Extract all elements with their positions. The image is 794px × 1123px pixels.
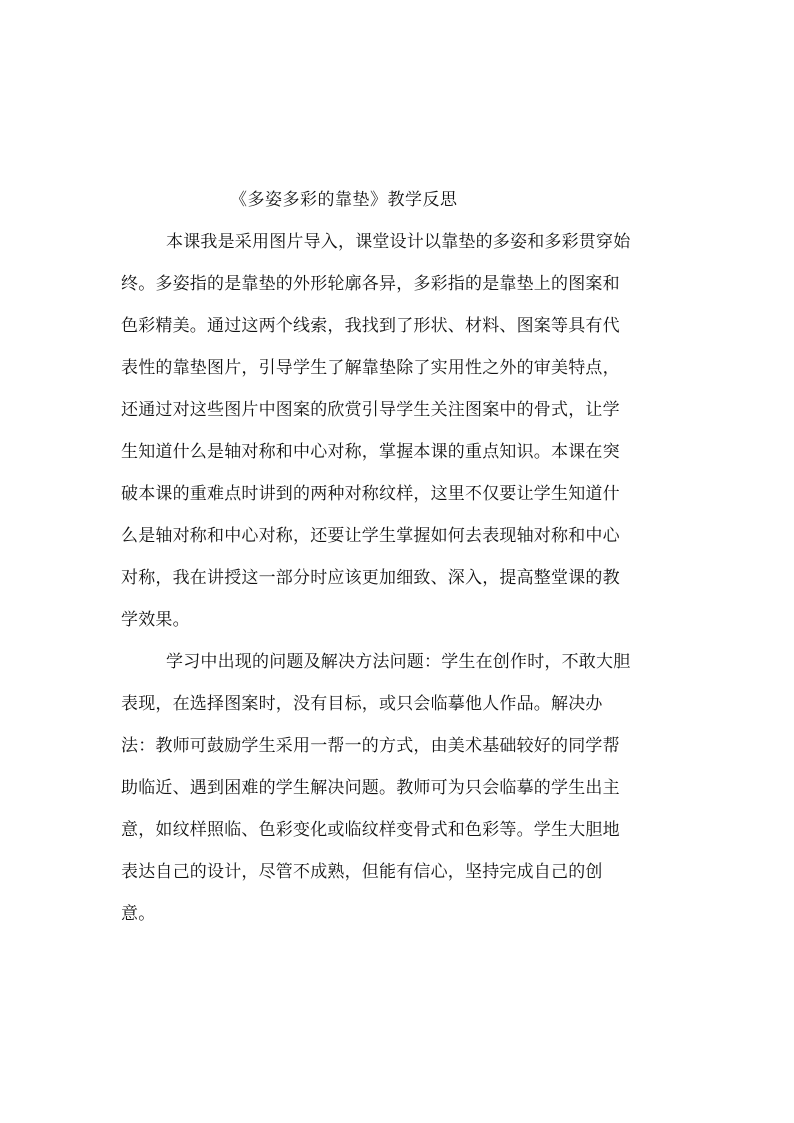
- paragraph-1-line-8: 么是轴对称和中心对称，还要让学生掌握如何去表现轴对称和中心: [121, 526, 620, 546]
- paragraph-2-line-5: 意，如纹样照临、色彩变化或临纹样变骨式和色彩等。学生大胆地: [121, 820, 620, 840]
- paragraph-1-line-3: 色彩精美。通过这两个线索，我找到了形状、材料、图案等具有代: [121, 316, 620, 336]
- paragraph-2-line-3: 法：教师可鼓励学生采用一帮一的方式，由美术基础较好的同学帮: [121, 736, 620, 756]
- paragraph-2-line-7: 意。: [121, 904, 156, 924]
- paragraph-1-line-4: 表性的靠垫图片，引导学生了解靠垫除了实用性之外的审美特点，: [121, 358, 620, 378]
- paragraph-1-line-10: 学效果。: [121, 610, 190, 630]
- paragraph-2-line-2: 表现，在选择图案时，没有目标，或只会临摹他人作品。解决办: [121, 694, 603, 714]
- paragraph-1-line-2: 终。多姿指的是靠垫的外形轮廓各异，多彩指的是靠垫上的图案和: [121, 274, 620, 294]
- paragraph-1-line-1: 本课我是采用图片导入，课堂设计以靠垫的多姿和多彩贯穿始: [166, 232, 631, 252]
- paragraph-1-line-9: 对称，我在讲授这一部分时应该更加细致、深入，提高整堂课的教: [121, 568, 620, 588]
- paragraph-2-line-6: 表达自己的设计，尽管不成熟，但能有信心，坚持完成自己的创: [121, 862, 603, 882]
- paragraph-2-line-1: 学习中出现的问题及解决方法问题：学生在创作时，不敢大胆: [166, 652, 631, 672]
- paragraph-1-line-5: 还通过对这些图片中图案的欣赏引导学生关注图案中的骨式，让学: [121, 400, 620, 420]
- document-title: 《多姿多彩的靠垫》教学反思: [230, 190, 458, 210]
- paragraph-1-line-7: 破本课的重难点时讲到的两种对称纹样，这里不仅要让学生知道什: [121, 484, 620, 504]
- paragraph-2-line-4: 助临近、遇到困难的学生解决问题。教师可为只会临摹的学生出主: [121, 778, 620, 798]
- paragraph-1-line-6: 生知道什么是轴对称和中心对称，掌握本课的重点知识。本课在突: [121, 442, 620, 462]
